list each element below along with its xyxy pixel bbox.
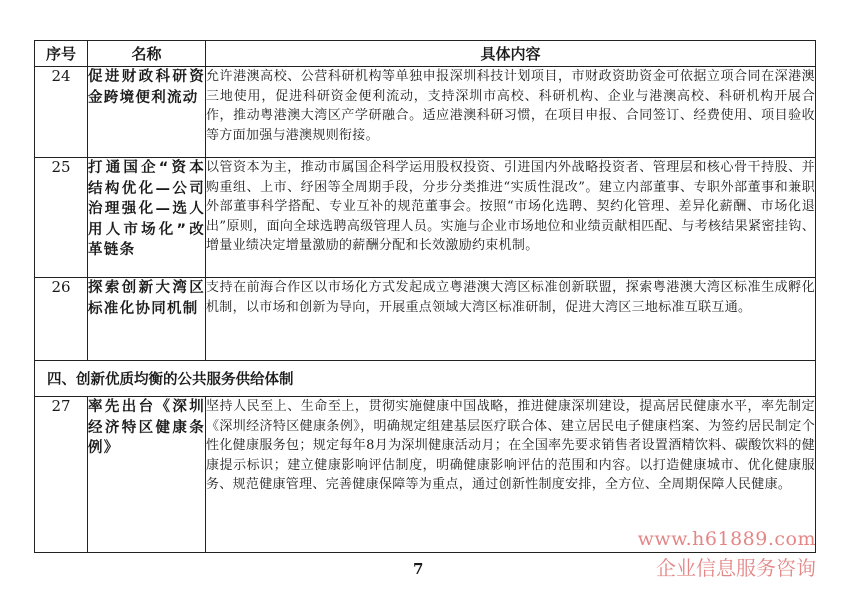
row-name-text: 打通国企“资本结构优化—公司治理强化—选人用人市场化”改革链条 — [88, 160, 205, 258]
row-number: 24 — [35, 67, 88, 158]
row-name-text: 探索创新大湾区标准化协同机制 — [88, 280, 205, 317]
row-name-text: 率先出台《深圳经济特区健康条例》 — [88, 399, 205, 456]
row-name — [88, 158, 206, 278]
header-no: 序号 — [35, 41, 88, 67]
policy-table — [34, 40, 816, 553]
row-content: 坚持人民至上、生命至上，贯彻实施健康中国战略，推进健康深圳建设，提高居民健康水平，率先制定《深圳经济特区健康条例》，明确规定组建基层医疗联合体、建立居民电子健康档案、为签约居民制定个性化健康服务包；规定每年8月为深圳健康活动月；在全国率先要求销售者设置酒精饮料、碳酸饮料的健康提示标识；建立健康影响评估制度，明确健康影响评估的范围和内容。以打造健康城市、优化健康服务、规范健康管理、完善健康保障等为重点，通过创新性制度安排，全方位、全周期保障人民健康。 — [206, 397, 816, 553]
row-name — [88, 397, 206, 553]
table-row — [35, 158, 816, 278]
table-row — [35, 67, 816, 158]
watermark-tagline: 企业信息服务咨询 — [656, 556, 816, 580]
row-number: 27 — [35, 397, 88, 553]
section-title: 四、创新优质均衡的公共服务供给体制 — [35, 361, 816, 397]
section-row — [35, 361, 816, 397]
row-content: 支持在前海合作区以市场化方式发起成立粤港澳大湾区标准创新联盟，探索粤港澳大湾区标准生成孵化机制，以市场和创新为导向，开展重点领域大湾区标准研制，促进大湾区三地标准互联互通。 — [206, 278, 816, 361]
row-number: 25 — [35, 158, 88, 278]
row-name-text: 促进财政科研资金跨境便利流动 — [88, 69, 205, 106]
row-content: 以管资本为主，推动市属国企科学运用股权投资、引进国内外战略投资者、管理层和核心骨干持股、并购重组、上市、纾困等全周期手段，分步分类推进“实质性混改”。建立内部董事、专职外部董事和兼职外部董事科学搭配、专业互补的规范董事会。按照“市场化选聘、契约化管理、差异化薪酬、市场化退出”原则，面向全球选聘高级管理人员。实施与企业市场地位和业绩贡献相匹配、与考核结果紧密挂钩、增量业绩决定增量激励的薪酬分配和长效激励约束机制。 — [206, 158, 816, 278]
table-row — [35, 278, 816, 361]
row-content: 允许港澳高校、公营科研机构等单独申报深圳科技计划项目，市财政资助资金可依据立项合同在深港澳三地使用，促进科研资金便利流动，支持深圳市高校、科研机构、企业与港澳高校、科研机构开展合作，推动粤港澳大湾区产学研融合。适应港澳科研习惯，在项目申报、合同签订、经费使用、项目验收等方面加强与港澳规则衔接。 — [206, 67, 816, 158]
row-number: 26 — [35, 278, 88, 361]
row-name — [88, 67, 206, 158]
watermark-url: www.h61889.com — [637, 528, 816, 550]
header-content: 具体内容 — [206, 41, 816, 67]
header-name: 名称 — [88, 41, 206, 67]
table-header-row — [35, 41, 816, 67]
row-name — [88, 278, 206, 361]
page-number: 7 — [413, 560, 424, 578]
